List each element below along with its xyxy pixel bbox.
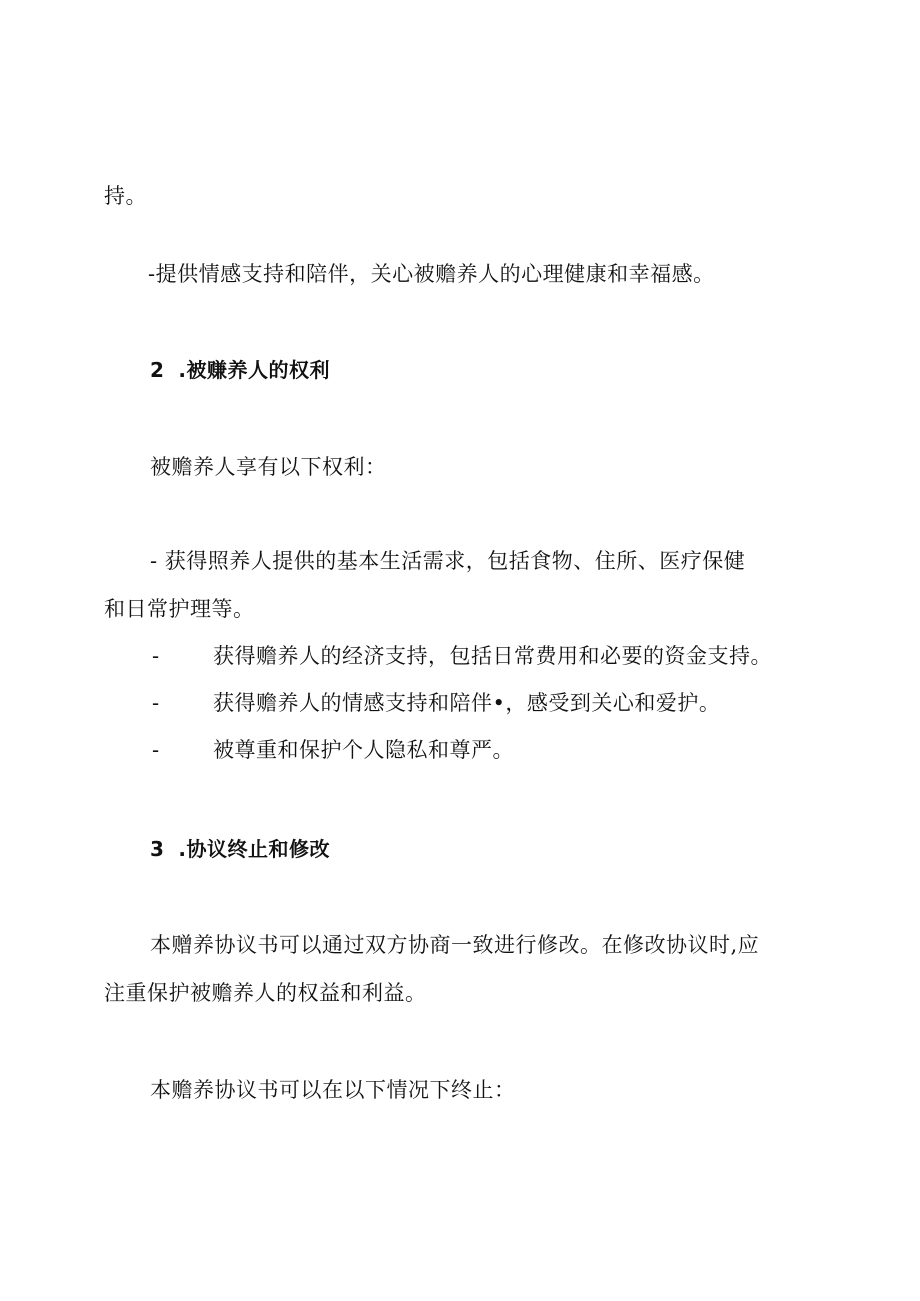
rights-item-4-dash: - [152,738,160,762]
section-3-paragraph-2: 本赡养协议书可以在以下情况下终止： [150,1078,516,1102]
section-2-title: .被赚养人的权利 [178,358,331,382]
section-2-intro: 被赡养人享有以下权利： [150,455,387,479]
section-3-paragraph-1-line-1: 本赠养协议书可以通过双方协商一致进行修改。在修改协议时,应 [150,933,760,957]
rights-item-4-text: 被尊重和保护个人隐私和尊严。 [213,738,514,762]
continuation-text: 持。 [104,184,147,208]
section-3-number: 3 [150,837,165,861]
rights-item-3-text: 获得赡养人的情感支持和陪伴•，感受到关心和爱护。 [213,691,721,715]
section-2-number: 2 [150,358,165,382]
section-3-title: .协议终止和修改 [178,837,331,861]
care-item-emotional: -提供情感支持和陪伴，关心被赡养人的心理健康和幸福感。 [148,262,715,286]
rights-item-3-dash: - [152,691,160,715]
section-2-heading [150,355,330,385]
section-3-heading [150,834,330,864]
rights-item-2-dash: - [152,644,160,668]
rights-item-1-line-1: - 获得照养人提供的基本生活需求，包括食物、住所、医疗保健 [150,549,746,573]
rights-item-1-line-2: 和日常护理等。 [104,597,255,621]
rights-item-2-text: 获得赡养人的经济支持，包括日常费用和必要的资金支持。 [213,644,772,668]
section-3-paragraph-1-line-2: 注重保护被赡养人的权益和利益。 [104,981,427,1005]
